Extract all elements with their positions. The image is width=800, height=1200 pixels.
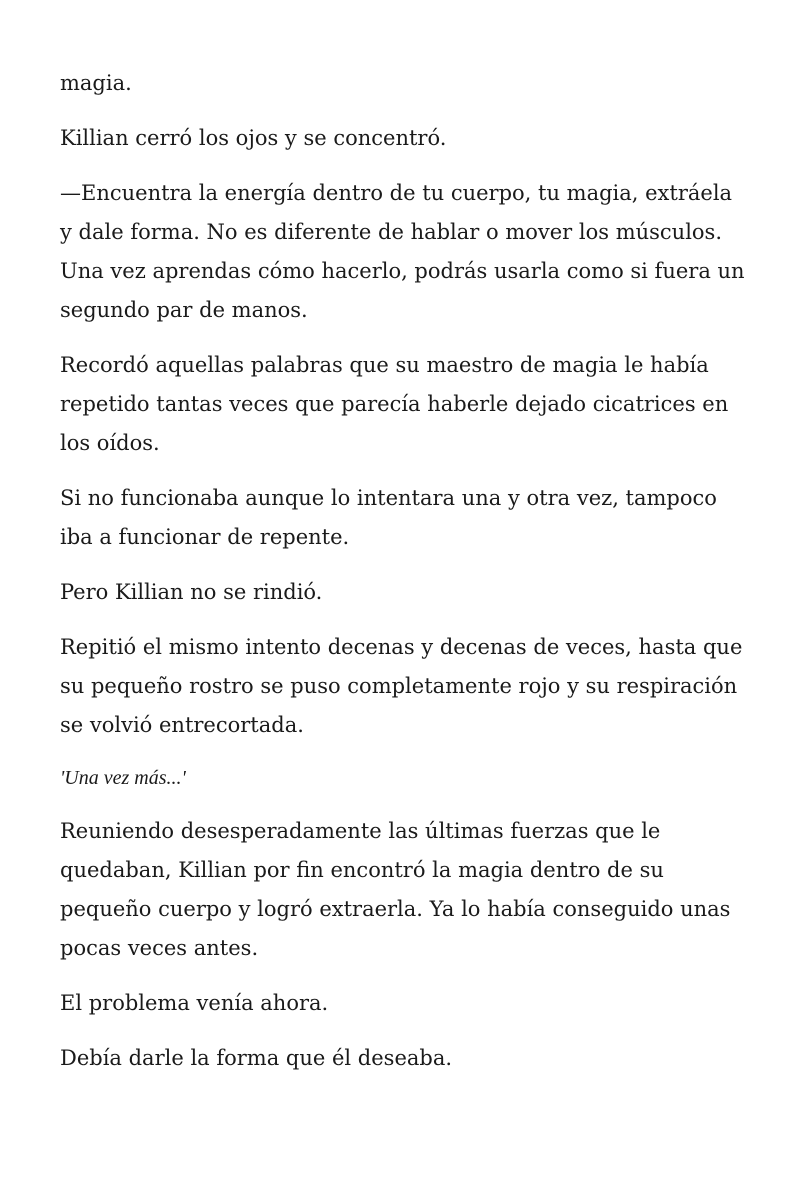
paragraph: Killian cerró los ojos y se concentró.	[60, 126, 447, 150]
paragraph: El problema venía ahora.	[60, 991, 329, 1015]
paragraph: magia.	[60, 71, 132, 95]
paragraph: Recordó aquellas palabras que su maestro de magia le había repetido tantas veces que parecía haberle dejado cicatrices en los oídos.	[60, 353, 729, 455]
page-body	[60, 64, 750, 1094]
paragraph: Si no funcionaba aunque lo intentara una y otra vez, tampoco iba a funcionar de repente.	[60, 486, 717, 549]
paragraph: —Encuentra la energía dentro de tu cuerpo, tu magia, extráela y dale forma. No es diferente de hablar o mover los músculos. Una vez aprendas cómo hacerlo, podrás usarla como si fuera un segundo par de manos.	[60, 181, 745, 322]
paragraph: Reuniendo desesperadamente las últimas fuerzas que le quedaban, Killian por fin encontró la magia dentro de su pequeño cuerpo y logró extraerla. Ya lo había conseguido unas pocas veces antes.	[60, 819, 731, 960]
paragraph: Repitió el mismo intento decenas y decenas de veces, hasta que su pequeño rostro se puso completamente rojo y su respiración se volvió entrecortada.	[60, 635, 743, 737]
paragraph: Debía darle la forma que él deseaba.	[60, 1046, 453, 1070]
inner-thought: 'Una vez más...'	[60, 767, 186, 789]
paragraph: Pero Killian no se rindió.	[60, 580, 323, 604]
